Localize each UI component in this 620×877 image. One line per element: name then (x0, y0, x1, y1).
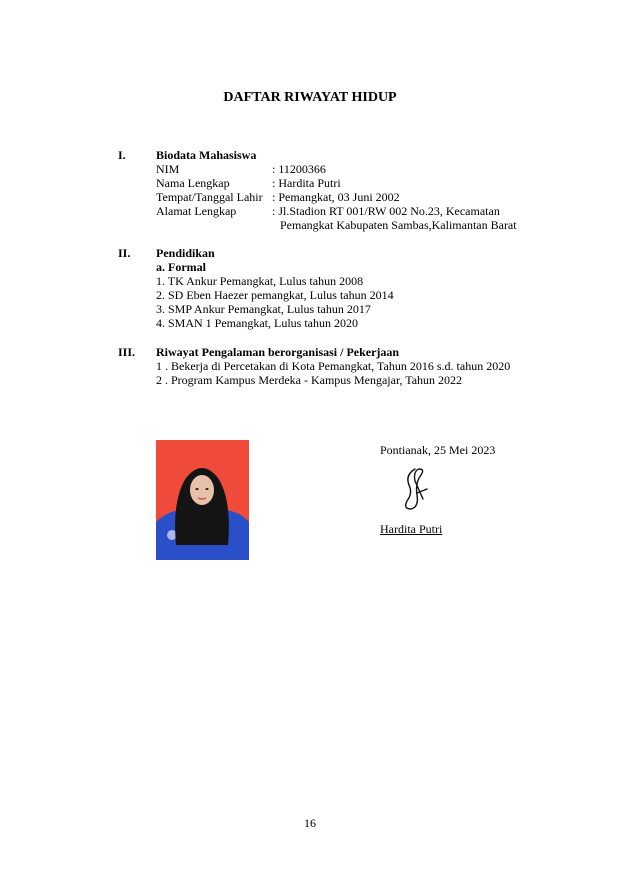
section-1-heading: Biodata Mahasiswa (156, 148, 257, 162)
experience-item: 1 . Bekerja di Percetakan di Kota Pemangkat, Tahun 2016 s.d. tahun 2020 (156, 359, 511, 373)
bio-label-nim: NIM (156, 162, 180, 176)
profile-photo (156, 440, 249, 560)
section-1-number: I. (118, 148, 126, 162)
section-2-heading: Pendidikan (156, 246, 215, 260)
education-item: 3. SMP Ankur Pemangkat, Lulus tahun 2017 (156, 302, 371, 316)
signature-place-date: Pontianak, 25 Mei 2023 (380, 443, 496, 457)
bio-value-nim: : 11200366 (272, 162, 326, 176)
section-2-subheading: a. Formal (156, 260, 206, 274)
bio-value-name: : Hardita Putri (272, 176, 341, 190)
bio-label-name: Nama Lengkap (156, 176, 230, 190)
signature-name: Hardita Putri (380, 522, 443, 536)
education-item: 4. SMAN 1 Pemangkat, Lulus tahun 2020 (156, 316, 358, 330)
education-item: 1. TK Ankur Pemangkat, Lulus tahun 2008 (156, 274, 364, 288)
education-item: 2. SD Eben Haezer pemangkat, Lulus tahun 2014 (156, 288, 394, 302)
bio-value-address-cont: Pemangkat Kabupaten Sambas,Kalimantan Barat (280, 218, 517, 232)
bio-value-birth: : Pemangkat, 03 Juni 2002 (272, 190, 400, 204)
experience-item: 2 . Program Kampus Merdeka - Kampus Mengajar, Tahun 2022 (156, 373, 463, 387)
handwritten-signature (397, 465, 437, 513)
document-title: DAFTAR RIWAYAT HIDUP (223, 90, 397, 105)
bio-label-address: Alamat Lengkap (156, 204, 237, 218)
portrait-illustration (156, 440, 249, 560)
section-3-number: III. (118, 345, 136, 359)
page-number: 16 (304, 816, 316, 830)
bio-value-address: : Jl.Stadion RT 001/RW 002 No.23, Kecamatan (272, 204, 500, 218)
section-2-number: II. (118, 246, 131, 260)
section-3-heading: Riwayat Pengalaman berorganisasi / Pekerjaan (156, 345, 400, 359)
bio-label-birth: Tempat/Tanggal Lahir (156, 190, 263, 204)
